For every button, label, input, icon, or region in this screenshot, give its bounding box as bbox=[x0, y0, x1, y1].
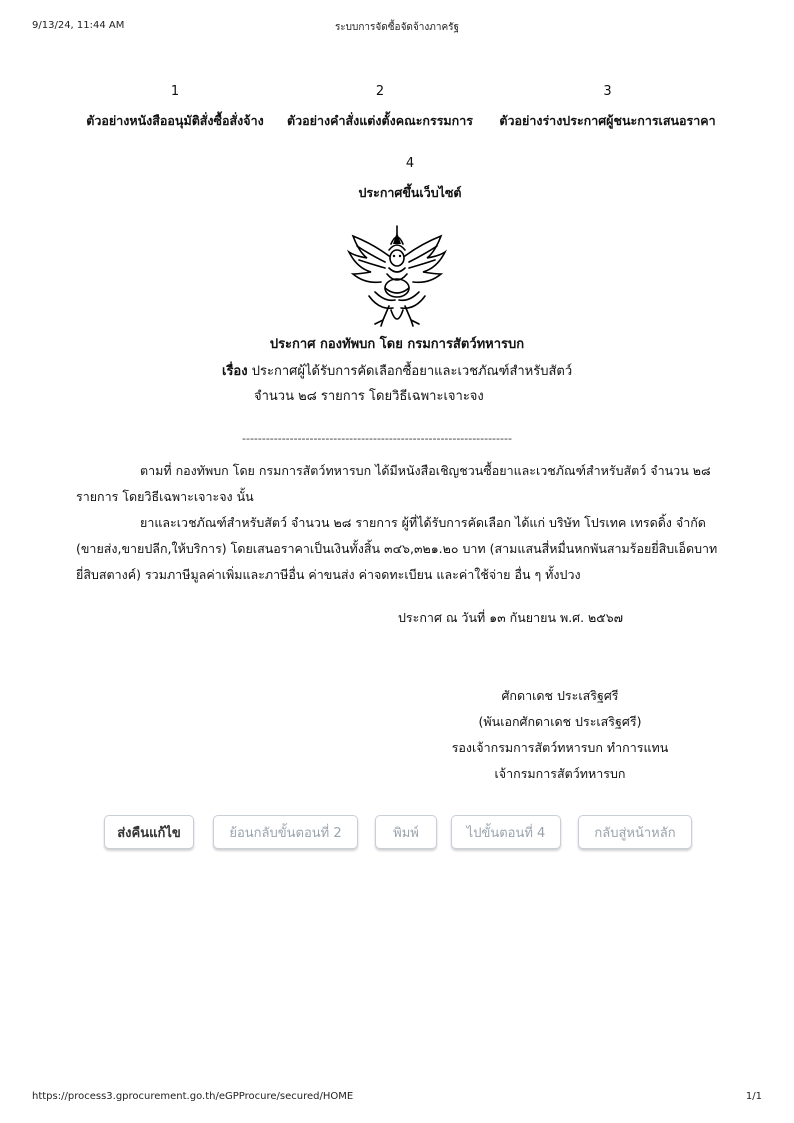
step-4-label: ประกาศขึ้นเว็บไซต์ bbox=[358, 185, 462, 200]
print-url: https://process3.gprocurement.go.th/eGPProcure/secured/HOME bbox=[32, 1091, 354, 1102]
announcement-subject bbox=[222, 360, 572, 381]
divider-line: -------------------------------------------------------------------- bbox=[242, 432, 512, 445]
announcement-paragraph-1 bbox=[76, 458, 740, 510]
paragraph-1-text: ตามที่ กองทัพบก โดย กรมการสัตว์ทหารบก ได้มีหนังสือเชิญชวนซื้อยาและเวชภัณฑ์สำหรับสัตว์ จำนวน ๒๘ รายการ โดยวิธีเฉพาะเจาะจง นั้น bbox=[76, 463, 711, 504]
step-1-label: ตัวอย่างหนังสืออนุมัติสั่งซื้อสั่งจ้าง bbox=[86, 113, 264, 128]
print-page-count: 1/1 bbox=[745, 1091, 762, 1102]
step-1[interactable] bbox=[80, 84, 270, 131]
signature-position-2: เจ้ากรมการสัตว์ทหารบก bbox=[494, 766, 626, 781]
step-3-number: 3 bbox=[603, 84, 612, 99]
print-datetime: 9/13/24, 11:44 AM bbox=[32, 20, 125, 31]
step-1-number: 1 bbox=[170, 84, 180, 99]
announcement-date: ประกาศ ณ วันที่ ๑๓ กันยายน พ.ศ. ๒๕๖๗ bbox=[398, 610, 624, 625]
announcement-title: ประกาศ กองทัพบก โดย กรมการสัตว์ทหารบก bbox=[269, 337, 525, 352]
announcement-paragraph-2 bbox=[76, 510, 740, 588]
next-step4-button[interactable]: ไปขั้นตอนที่ 4 bbox=[451, 815, 561, 849]
print-button[interactable]: พิมพ์ bbox=[375, 815, 437, 849]
paragraph-2-text: ยาและเวชภัณฑ์สำหรับสัตว์ จำนวน ๒๘ รายการ ผู้ที่ได้รับการคัดเลือก ได้แก่ บริษัท โปรเทค เทรดดิ้ง จำกัด (ขายส่ง,ขายปลีก,ให้บริการ) โดยเสนอราคาเป็นเงินทั้งสิ้น ๓๔๖,๓๒๑.๒๐ บาท (สามแสนสี่หมื่นหกพันสามร้อยยี่สิบเอ็ดบาทยี่สิบสตางค์) รวมภาษีมูลค่าเพิ่มและภาษีอื่น ค่าขนส่ง ค่าจดทะเบียน และค่าใช้จ่าย อื่น ๆ ทั้งปวง bbox=[76, 515, 718, 582]
subject-text: ประกาศผู้ได้รับการคัดเลือกซื้อยาและเวชภัณฑ์สำหรับสัตว์ bbox=[251, 364, 573, 379]
signature-full-name: (พันเอกศักดาเดช ประเสริฐศรี) bbox=[478, 714, 642, 729]
return-edit-button[interactable]: ส่งคืนแก้ไข bbox=[104, 815, 194, 849]
back-step2-button[interactable]: ย้อนกลับขั้นตอนที่ 2 bbox=[213, 815, 358, 849]
announcement-subject-line2: จำนวน ๒๘ รายการ โดยวิธีเฉพาะเจาะจง bbox=[254, 389, 484, 404]
step-3-label: ตัวอย่างร่างประกาศผู้ชนะการเสนอราคา bbox=[499, 113, 716, 128]
home-button[interactable]: กลับสู่หน้าหลัก bbox=[578, 815, 692, 849]
signature-position: รองเจ้ากรมการสัตว์ทหารบก ทำการแทน bbox=[451, 740, 669, 755]
step-2[interactable] bbox=[280, 84, 480, 131]
step-2-label: ตัวอย่างคำสั่งแต่งตั้งคณะกรรมการ bbox=[287, 113, 473, 128]
step-3[interactable] bbox=[485, 84, 730, 131]
subject-label: เรื่อง bbox=[222, 364, 248, 379]
garuda-emblem-icon bbox=[345, 222, 449, 330]
step-4[interactable] bbox=[295, 156, 525, 203]
step-2-number: 2 bbox=[375, 84, 385, 99]
signature-block bbox=[430, 683, 690, 787]
step-4-number: 4 bbox=[405, 156, 415, 171]
signature-name: ศักดาเดช ประเสริฐศรี bbox=[501, 688, 619, 703]
print-page-title: ระบบการจัดซื้อจัดจ้างภาครัฐ bbox=[334, 22, 460, 33]
